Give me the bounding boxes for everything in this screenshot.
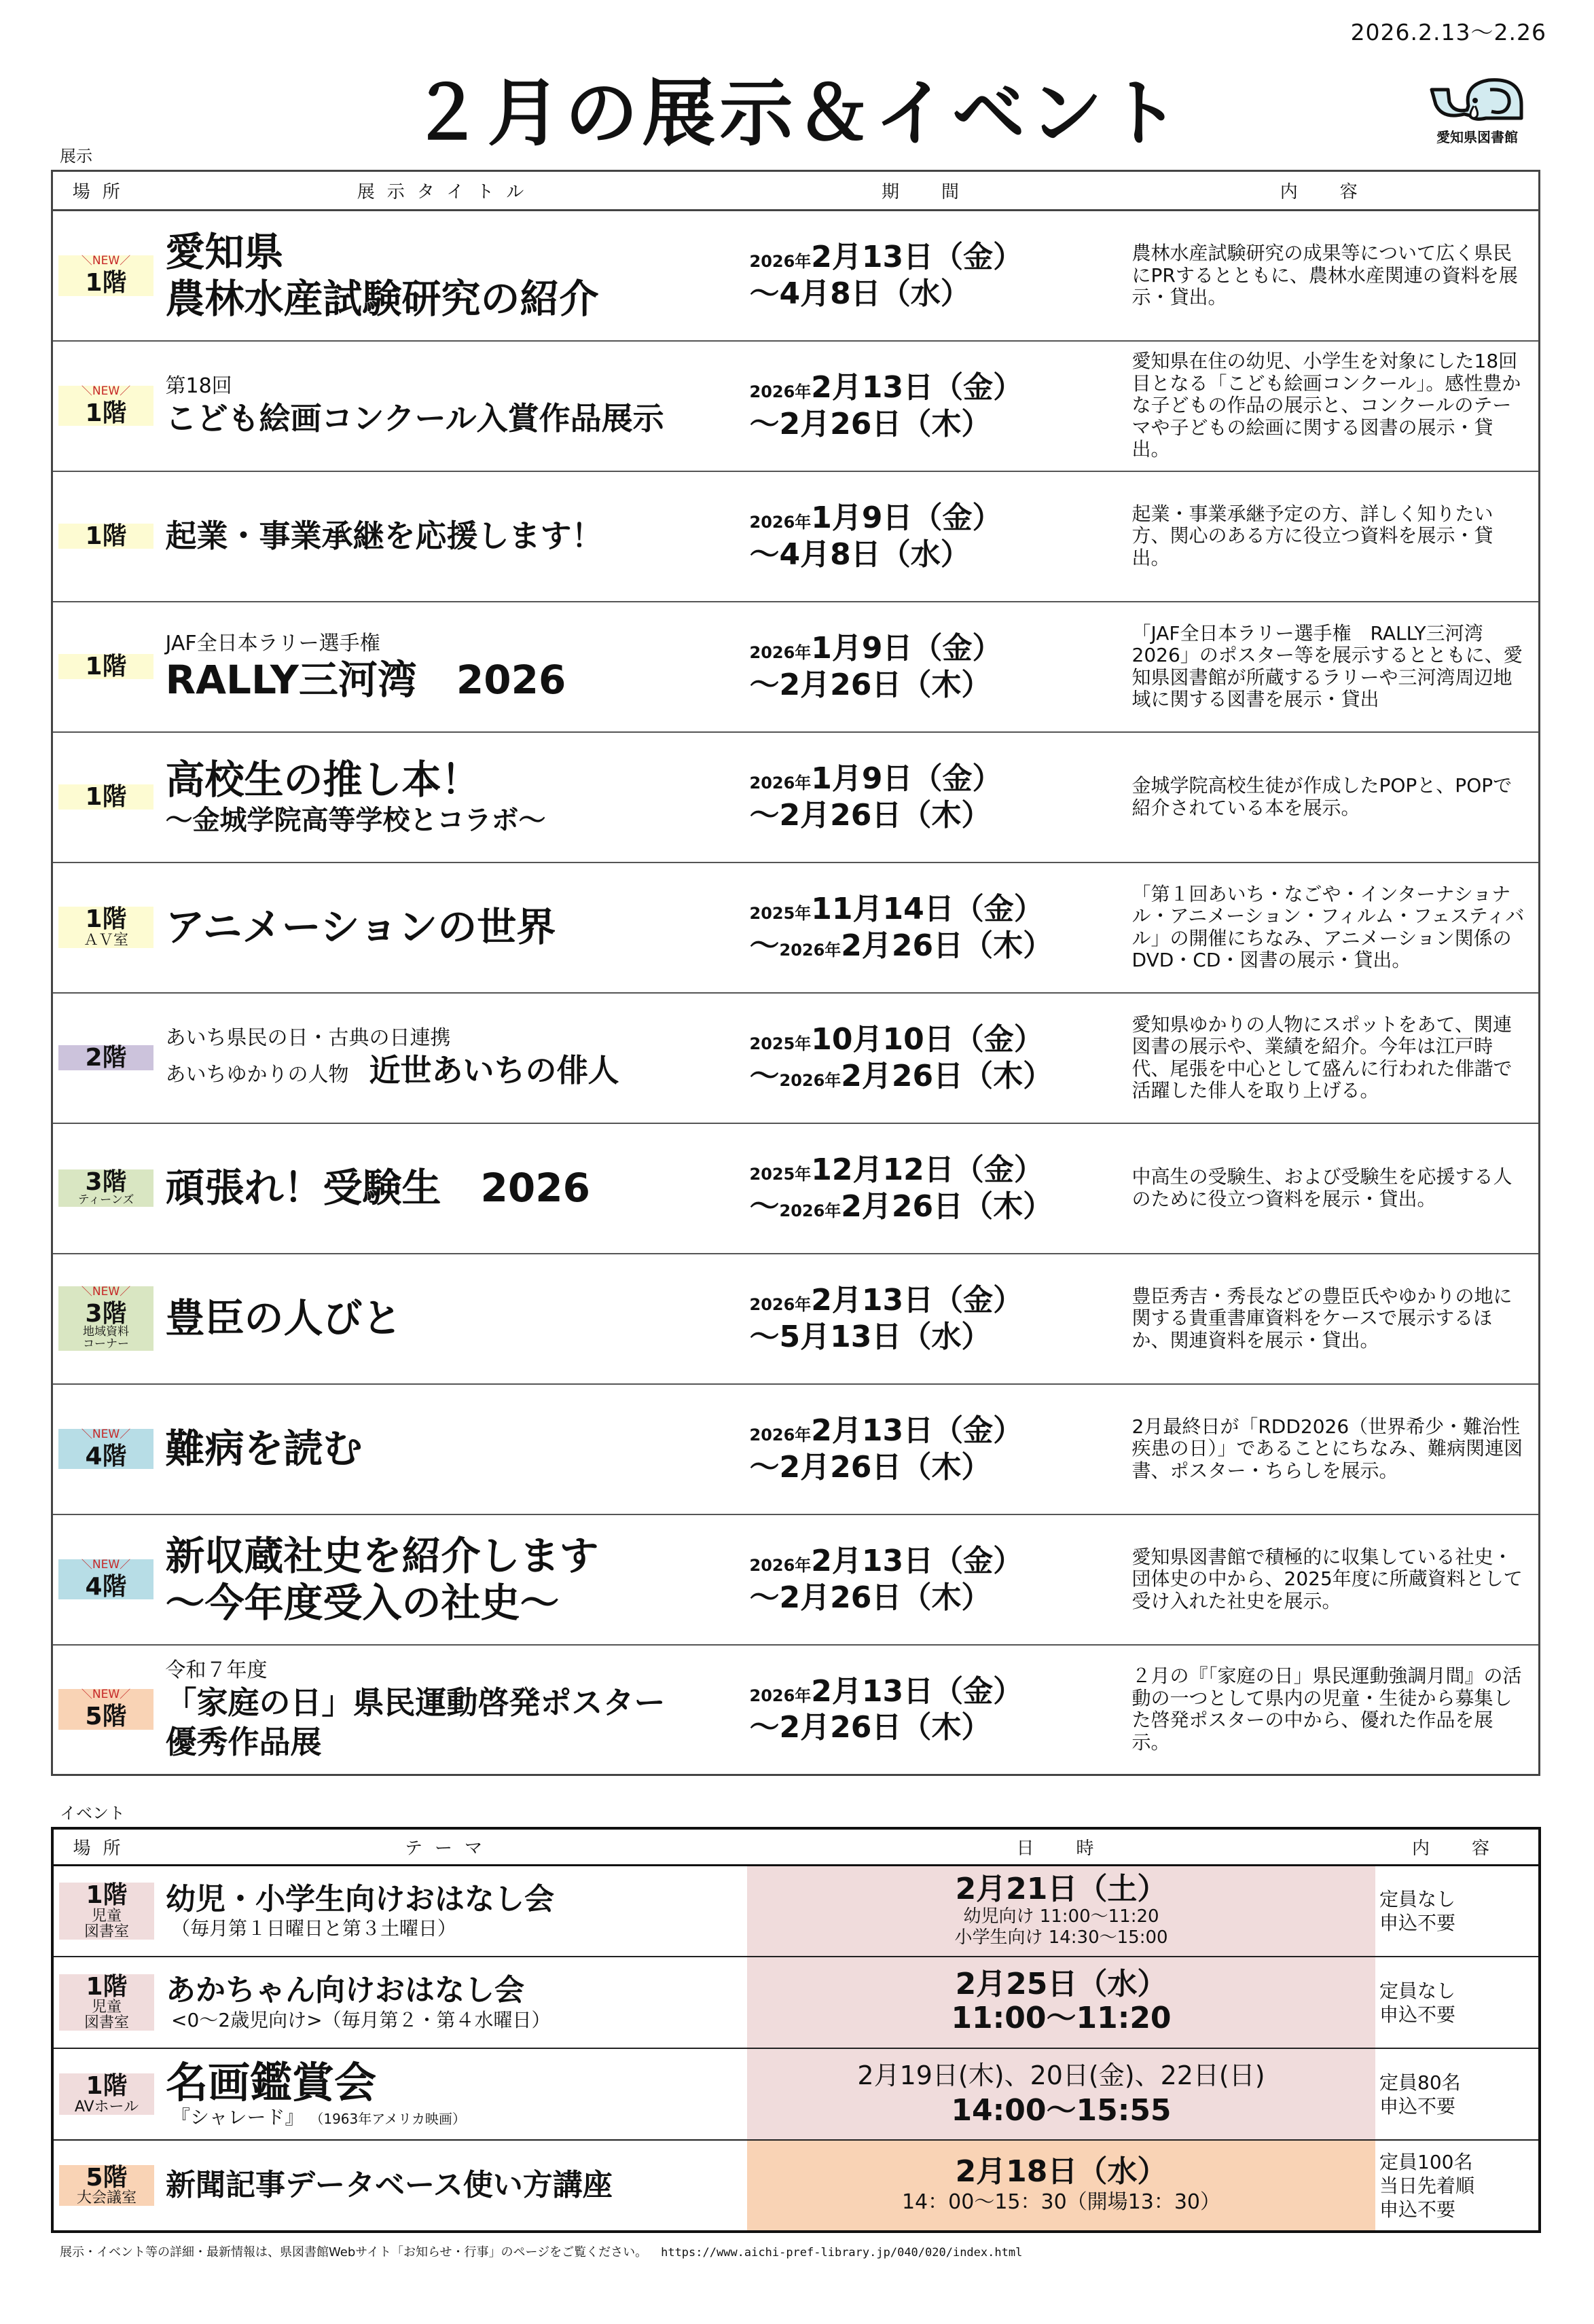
end-date: ～2月26日（木） (749, 406, 992, 441)
location-cell (52, 1384, 152, 1514)
start-date: 10月10日（金） (811, 1021, 1044, 1057)
event-datetime-cell (747, 1957, 1375, 2048)
exhibit-title-line: 起業・事業承継を応援します！ (165, 517, 603, 554)
event-theme-cell (152, 2048, 747, 2140)
floor-label: 5階 (85, 1703, 127, 1731)
period-cell (742, 602, 1112, 732)
end-date: ～2月26日（木） (749, 1580, 992, 1615)
room-label: コーナー (83, 1337, 129, 1351)
exhibit-row (52, 341, 1540, 471)
exhibit-title-cell (152, 471, 742, 602)
tilde: ～ (749, 928, 780, 963)
period-cell (742, 211, 1112, 341)
event-time: 14：00～15：30（開場13：30） (901, 2190, 1221, 2214)
exhibit-row (52, 1645, 1540, 1775)
period-end (750, 276, 1112, 312)
column-header-theme: テーマ (152, 1828, 747, 1865)
end-date: 2月26日（木） (841, 1058, 1053, 1093)
event-time: 14:00～15:55 (951, 2092, 1172, 2128)
start-year: 2025年 (749, 1034, 812, 1053)
room-label: ＡＶ室 (83, 931, 128, 949)
exhibit-title-cell (152, 1123, 742, 1254)
location-cell (52, 732, 152, 863)
event-content-line: 申込不要 (1379, 2003, 1456, 2026)
period-end (750, 1580, 1112, 1616)
exhibit-row (52, 1514, 1540, 1645)
floor-label: 1階 (86, 2072, 128, 2101)
start-year: 2026年 (749, 1294, 812, 1314)
room-label: 図書室 (84, 2014, 129, 2032)
event-date: 2月19日(木)、20日(金)、22日(日) (857, 2060, 1265, 2091)
floor-label: 1階 (85, 905, 127, 934)
exhibit-row (52, 863, 1540, 993)
new-badge: ＼ NEW ／ (81, 1559, 130, 1572)
exhibit-title-cell (152, 863, 742, 993)
exhibit-title-cell (152, 1384, 742, 1514)
end-date: ～2月26日（木） (749, 667, 992, 702)
column-header-location: 場所 (52, 1828, 152, 1865)
exhibit-description: 豊臣秀吉・秀長などの豊臣氏やゆかりの地に関する貴重書庫資料をケースで展示するほか、関連資料を展示・貸出。 (1112, 1254, 1540, 1384)
period-cell (742, 1514, 1112, 1645)
event-content-line: 定員100名 (1379, 2150, 1473, 2173)
exhibit-title-line: 新収蔵社史を紹介します (165, 1533, 599, 1580)
exhibit-title-cell (152, 211, 742, 341)
event-date: 2月21日（土） (955, 1872, 1167, 1907)
date-range: 2026.2.13～2.26 (1350, 19, 1546, 46)
period-cell (742, 1123, 1112, 1254)
start-year: 2026年 (749, 1555, 812, 1575)
period-start (750, 761, 1112, 797)
exhibit-title-line: こども絵画コンクール入賞作品展示 (165, 400, 664, 437)
location-band (59, 2073, 154, 2115)
location-band (58, 1429, 153, 1470)
footer-url-link[interactable]: https://www.aichi-pref-library.jp/040/020/index.html (661, 2246, 1023, 2259)
floor-label: 3階 (85, 1299, 127, 1328)
event-row (52, 1865, 1540, 1957)
event-theme: 新聞記事データベース使い方講座 (166, 2167, 613, 2202)
location-band (59, 2165, 154, 2207)
start-year: 2026年 (749, 382, 812, 401)
new-badge: ＼ NEW ／ (81, 1429, 130, 1441)
exhibit-title-line: 「家庭の日」県民運動啓発ポスター (165, 1684, 666, 1722)
period-end (750, 537, 1112, 573)
column-header-title: 展示タイトル (152, 171, 742, 211)
tilde: ～ (749, 1188, 780, 1224)
period-start (750, 1282, 1112, 1319)
event-section-label: イベント (60, 1804, 125, 1823)
end-date: 2月26日（木） (841, 1188, 1053, 1224)
period-cell (742, 1384, 1112, 1514)
event-content-line: 定員なし (1379, 1887, 1456, 1910)
exhibit-row (52, 732, 1540, 863)
event-theme: あかちゃん向けおはなし会 (166, 1973, 524, 2008)
location-band (58, 1045, 153, 1071)
event-theme-note: （1963年アメリカ映画） (310, 2110, 466, 2127)
event-content-line: 定員なし (1379, 1979, 1456, 2002)
footer-text: 展示・イベント等の詳細・最新情報は、県図書館Webサイト「お知らせ・行事」のページをご覧ください。 (60, 2245, 648, 2259)
start-date: 2月13日（金） (811, 1413, 1024, 1448)
event-row (52, 1957, 1540, 2048)
event-datetime-cell (747, 2140, 1375, 2232)
floor-label: 4階 (85, 1572, 127, 1601)
floor-label: 1階 (86, 1972, 128, 2001)
period-cell (742, 1254, 1112, 1384)
end-year: 2026年 (779, 940, 841, 960)
exhibit-title-line: 豊臣の人びと (165, 1295, 402, 1342)
exhibit-header-row (52, 171, 1540, 211)
location-cell (52, 602, 152, 732)
event-time: 小学生向け 14:30～15:00 (954, 1927, 1168, 1948)
start-date: 1月9日（金） (811, 630, 1002, 666)
start-date: 2月13日（金） (811, 240, 1024, 275)
exhibit-title-line: 第18回 (165, 374, 232, 399)
exhibit-title-cell (152, 1254, 742, 1384)
event-header-row (52, 1828, 1540, 1865)
end-date: ～2月26日（木） (749, 1449, 992, 1485)
period-end (750, 1709, 1112, 1746)
event-date: 2月25日（水） (955, 1966, 1167, 2001)
exhibit-description: 愛知県図書館で積極的に収集している社史・団体史の中から、2025年度に所蔵資料として受け入れた社史を展示。 (1112, 1514, 1540, 1645)
event-content-line: 定員80名 (1379, 2071, 1461, 2094)
exhibit-title-cell (152, 993, 742, 1123)
end-year: 2026年 (779, 1201, 841, 1220)
logo-text: 愛知県図書館 (1436, 129, 1518, 145)
end-date: ～5月13日（水） (749, 1319, 992, 1354)
period-start (750, 630, 1112, 667)
location-cell (52, 2048, 152, 2140)
library-logo (1416, 75, 1538, 149)
event-content-line: 申込不要 (1379, 1911, 1456, 1934)
location-cell (52, 993, 152, 1123)
floor-label: 1階 (86, 1881, 128, 1909)
start-year: 2026年 (749, 1425, 812, 1445)
period-end (750, 406, 1112, 443)
exhibit-title-cell (152, 1514, 742, 1645)
exhibit-row (52, 211, 1540, 341)
period-cell (742, 471, 1112, 602)
start-year: 2026年 (749, 642, 812, 662)
start-year: 2025年 (749, 1164, 812, 1184)
room-label: 児童 (91, 1999, 122, 2016)
start-date: 2月13日（金） (811, 1282, 1024, 1318)
end-date: 2月26日（木） (841, 928, 1053, 963)
exhibit-title-line: 頑張れ！受験生 2026 (165, 1165, 590, 1212)
location-band (58, 255, 153, 296)
exhibit-title-main: 近世あいちの俳人 (369, 1052, 619, 1089)
event-content-line: 申込不要 (1379, 2198, 1456, 2221)
period-cell (742, 732, 1112, 863)
location-cell (52, 1865, 152, 1957)
exhibit-title-cell (152, 602, 742, 732)
exhibit-row (52, 993, 1540, 1123)
event-row (52, 2140, 1540, 2232)
location-cell (52, 1254, 152, 1384)
exhibit-title-cell (152, 1645, 742, 1775)
exhibit-description: ２月の『「家庭の日」県民運動強調月間』の活動の一つとして県内の児童・生徒から募集した啓発ポスターの中から、優れた作品を展示。 (1112, 1645, 1540, 1775)
event-content-cell (1375, 1865, 1540, 1957)
period-end (750, 667, 1112, 704)
exhibit-description: 金城学院高校生徒が作成したPOPと、POPで紹介されている本を展示。 (1112, 732, 1540, 863)
room-label: 図書室 (84, 1923, 129, 1940)
floor-label: 2階 (85, 1043, 127, 1072)
period-end (750, 1449, 1112, 1486)
period-start (750, 369, 1112, 406)
location-band (59, 1974, 154, 2031)
location-cell (52, 1514, 152, 1645)
period-cell (742, 863, 1112, 993)
location-cell (52, 863, 152, 993)
period-cell (742, 341, 1112, 471)
location-cell (52, 2140, 152, 2232)
location-band (58, 1559, 153, 1600)
room-label: ティーンズ (77, 1193, 134, 1208)
event-theme-sub: （毎月第１日曜日と第３土曜日） (171, 1917, 457, 1940)
exhibit-description: 農林水産試験研究の成果等について広く県民にPRするとともに、農林水産関連の資料を展示・貸出。 (1131, 242, 1518, 308)
column-header-content: 内 容 (1112, 171, 1540, 211)
new-badge: ＼ NEW ／ (81, 1286, 130, 1299)
exhibit-row (52, 471, 1540, 602)
exhibit-title-line: ～金城学院高等学校とコラボ～ (165, 804, 546, 836)
end-date: ～2月26日（木） (749, 797, 992, 833)
start-date: 1月9日（金） (811, 761, 1002, 796)
new-badge: ＼ NEW ／ (81, 1689, 130, 1701)
end-year: 2026年 (779, 1070, 841, 1090)
room-label: 地域資料 (83, 1325, 129, 1339)
period-cell (742, 993, 1112, 1123)
floor-label: 4階 (85, 1442, 127, 1470)
event-row (52, 2048, 1540, 2140)
location-band (58, 907, 153, 948)
exhibit-title-line: 農林水産試験研究の紹介 (165, 275, 599, 322)
event-theme-cell (152, 2140, 747, 2232)
room-label: AVホール (74, 2098, 139, 2116)
event-theme-cell (152, 1957, 747, 2048)
room-label: 児童 (91, 1907, 122, 1925)
event-datetime-cell (747, 2048, 1375, 2140)
event-table (51, 1827, 1541, 2233)
location-cell (52, 1645, 152, 1775)
start-date: 1月9日（金） (811, 500, 1002, 535)
exhibit-row (52, 1123, 1540, 1254)
event-time: 11:00～11:20 (951, 2001, 1172, 2036)
floor-label: 5階 (86, 2163, 128, 2192)
event-content-line: 申込不要 (1379, 2094, 1456, 2118)
event-theme-sub: <0～2歳児向け>（毎月第２・第４水曜日） (171, 2009, 551, 2032)
event-content-cell (1375, 1957, 1540, 2048)
column-header-content: 内 容 (1375, 1828, 1540, 1865)
floor-label: 3階 (85, 1167, 127, 1196)
end-date: ～4月8日（水） (749, 537, 971, 572)
end-date: ～4月8日（水） (749, 276, 971, 311)
start-year: 2026年 (749, 773, 812, 793)
start-date: 2月13日（金） (811, 369, 1024, 405)
location-cell (52, 1123, 152, 1254)
end-date: ～2月26日（木） (749, 1710, 992, 1745)
column-header-datetime: 日 時 (747, 1828, 1375, 1865)
period-end (750, 1188, 1112, 1225)
period-start (750, 891, 1112, 928)
exhibit-title-line: 優秀作品展 (165, 1723, 322, 1760)
location-cell (52, 211, 152, 341)
location-band (58, 654, 153, 680)
column-header-location: 場所 (52, 171, 152, 211)
location-cell (52, 1957, 152, 2048)
event-content-cell (1375, 2048, 1540, 2140)
exhibit-title-cell (152, 341, 742, 471)
exhibit-title-line: 難病を読む (165, 1426, 363, 1472)
event-theme-sub: 『シャレード』 （1963年アメリカ映画） (171, 2105, 466, 2128)
period-start (750, 1673, 1112, 1710)
exhibit-description: 「JAF全日本ラリー選手権 RALLY三河湾2026」のポスター等を展示するとともに、愛知県図書館が所蔵するラリーや三河湾周辺地域に関する図書を展示・貸出 (1112, 602, 1540, 732)
period-start (750, 1413, 1112, 1449)
location-band (58, 784, 153, 810)
start-year: 2025年 (749, 903, 812, 923)
exhibit-title-line: アニメーションの世界 (165, 904, 556, 951)
location-band (58, 1689, 153, 1730)
period-end (750, 928, 1112, 964)
exhibit-row (52, 1254, 1540, 1384)
start-date: 12月12日（金） (811, 1152, 1044, 1187)
new-badge: ＼ NEW ／ (81, 255, 130, 268)
start-date: 2月13日（金） (811, 1543, 1024, 1578)
footer-note (60, 2243, 1022, 2260)
event-theme: 幼児・小学生向けおはなし会 (166, 1881, 554, 1917)
exhibit-description: 「第１回あいち・なごや・インターナショナル・アニメーション・フィルム・フェスティバル」の開催にちなみ、アニメーション関係のDVD・CD・図書の展示・貸出。 (1112, 863, 1540, 993)
exhibit-title-line (166, 1051, 742, 1091)
period-start (750, 1543, 1112, 1580)
start-date: 11月14日（金） (811, 891, 1044, 926)
exhibit-description: 愛知県在住の幼児、小学生を対象にした18回目となる「こども絵画コンクール」。感性豊かな子どもの作品の展示と、コンクールのテーマや子どもの絵画に関する図書の展示・貸出。 (1112, 341, 1540, 471)
period-start (750, 500, 1112, 537)
exhibit-title-prefix: あいちゆかりの人物 (165, 1063, 349, 1087)
new-badge: ＼ NEW ／ (81, 386, 130, 398)
event-time: 幼児向け 11:00～11:20 (963, 1906, 1159, 1927)
exhibit-title-line: 高校生の推し本！ (165, 757, 481, 803)
event-date: 2月18日（水） (955, 2154, 1167, 2190)
floor-label: 1階 (85, 399, 127, 427)
exhibit-title-line: ～今年度受入の社史～ (165, 1579, 560, 1626)
location-band (58, 1286, 153, 1351)
location-band (58, 386, 153, 426)
room-label: 大会議室 (76, 2190, 137, 2207)
event-content-cell (1375, 2140, 1540, 2232)
exhibit-title-line: 愛知県 (165, 229, 284, 276)
floor-label: 1階 (85, 782, 127, 811)
exhibit-description: 起業・事業承継予定の方、詳しく知りたい方、関心のある方に役立つ資料を展示・貸出。 (1112, 471, 1540, 602)
period-end (750, 1058, 1112, 1095)
exhibit-title-cell (152, 732, 742, 863)
exhibit-title-line: あいち県民の日・古典の日連携 (165, 1026, 451, 1051)
start-date: 2月13日（金） (811, 1673, 1024, 1709)
period-start (750, 1152, 1112, 1188)
exhibit-table (51, 170, 1540, 1776)
location-cell (52, 471, 152, 602)
start-year: 2026年 (749, 512, 812, 532)
location-band (58, 1169, 153, 1208)
exhibit-section-label: 展示 (60, 147, 92, 166)
period-cell (742, 1645, 1112, 1775)
exhibit-description: 2月最終日が「RDD2026（世界希少・難治性疾患の日）」であることにちなみ、難病関連図書、ポスター・ちらしを展示。 (1112, 1384, 1540, 1514)
exhibit-description: 中高生の受験生、および受験生を応援する人のために役立つ資料を展示・貸出。 (1112, 1123, 1540, 1254)
tilde: ～ (749, 1058, 780, 1093)
period-start (750, 239, 1112, 276)
exhibit-title-line: RALLY三河湾 2026 (165, 656, 566, 703)
period-start (750, 1021, 1112, 1058)
exhibit-row (52, 602, 1540, 732)
event-content-line: 当日先着順 (1379, 2174, 1475, 2197)
event-theme: 名画鑑賞会 (166, 2057, 377, 2107)
location-band (59, 1883, 154, 1940)
page-title: ２月の展示＆イベント (410, 71, 1184, 156)
floor-label: 1階 (85, 652, 127, 680)
period-end (750, 797, 1112, 834)
start-year: 2026年 (749, 1686, 812, 1705)
column-header-period: 期 間 (742, 171, 1112, 211)
exhibit-title-line: 令和７年度 (165, 1658, 268, 1683)
location-cell (52, 341, 152, 471)
event-theme-cell (152, 1865, 747, 1957)
exhibit-description: 愛知県ゆかりの人物にスポットをあて、関連図書の展示や、業績を紹介。今年は江戸時代、尾張を中心として盛んに行われた俳諧で活躍した俳人を取り上げる。 (1112, 993, 1540, 1123)
elephant-logo-icon (1426, 75, 1528, 124)
start-year: 2026年 (749, 252, 812, 272)
event-datetime-cell (747, 1865, 1375, 1957)
period-end (750, 1319, 1112, 1356)
floor-label: 1階 (85, 268, 127, 297)
floor-label: 1階 (85, 522, 127, 550)
location-band (58, 524, 153, 549)
exhibit-row (52, 1384, 1540, 1514)
exhibit-title-line: JAF全日本ラリー選手権 (165, 631, 380, 655)
